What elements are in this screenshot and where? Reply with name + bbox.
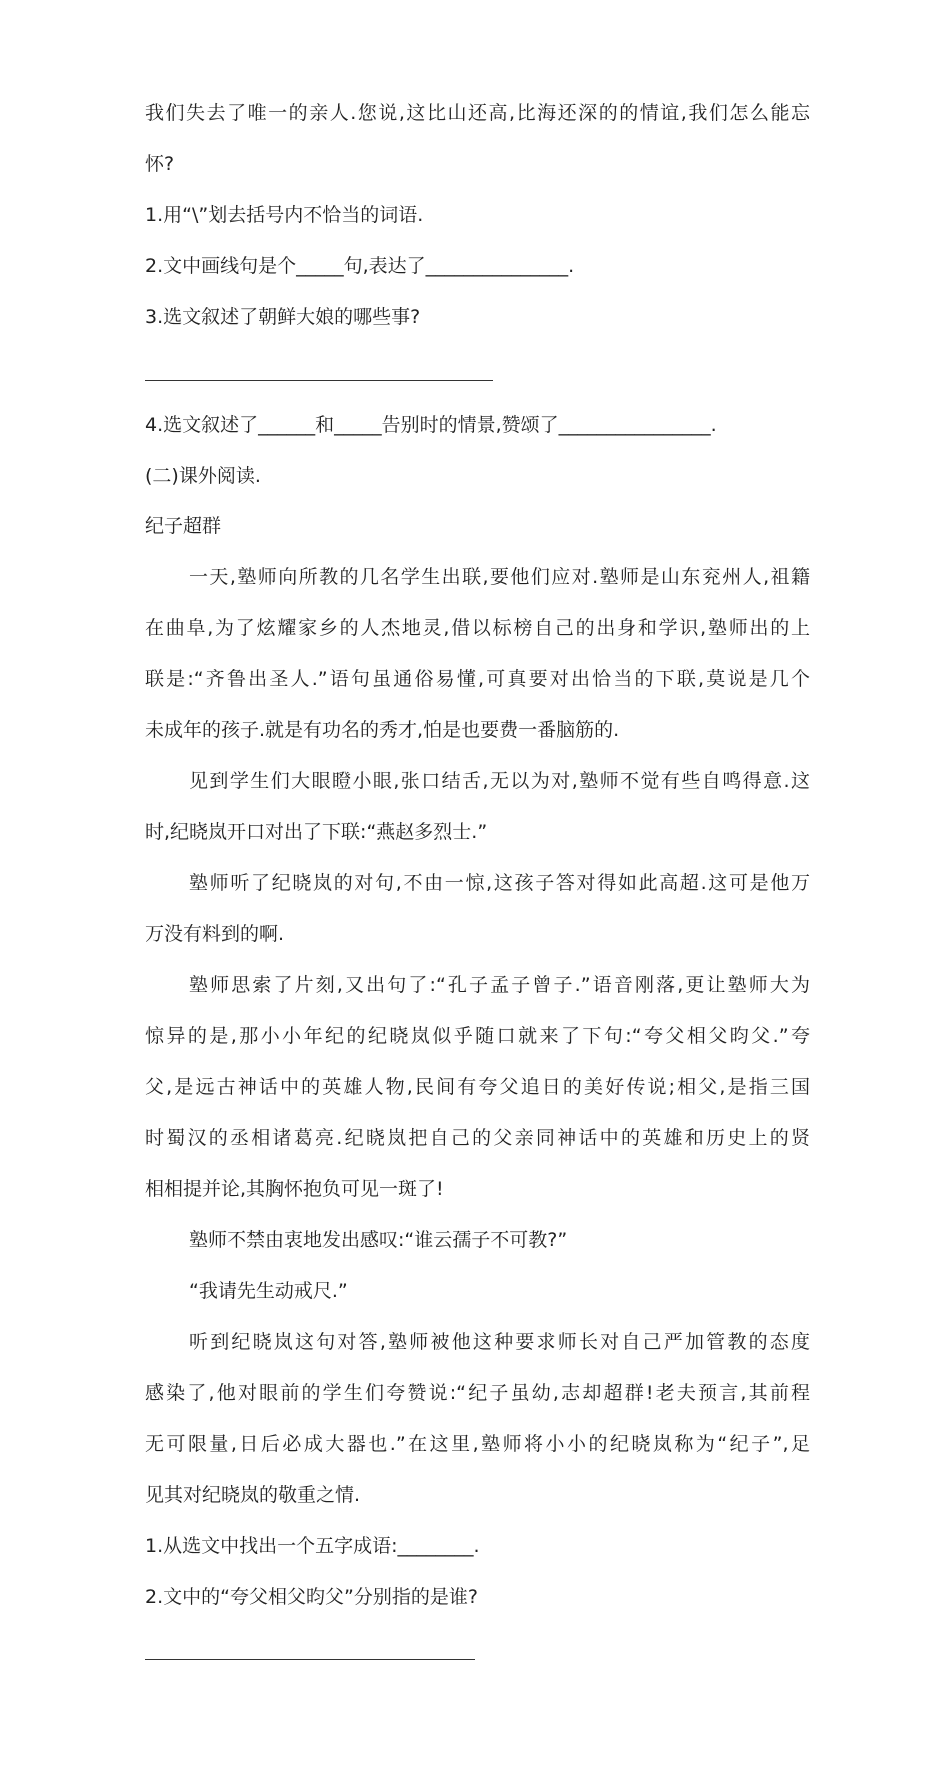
paragraph-line: 万没有料到的啊. — [145, 923, 285, 945]
text-line: 我们失去了唯一的亲人.您说,这比山还高,比海还深的的情谊,我们怎么能忘 — [145, 102, 810, 124]
paragraph-line: 时蜀汉的丞相诸葛亮.纪晓岚把自己的父亲同神话中的英雄和历史上的贤 — [145, 1127, 810, 1149]
paragraph-line: 一天,塾师向所教的几名学生出联,要他们应对.塾师是山东兖州人,祖籍 — [189, 566, 810, 588]
question-1: 1.用“\”划去括号内不恰当的词语. — [145, 204, 424, 226]
paragraph-line: 塾师思索了片刻,又出句了:“孔子孟子曾子.”语音刚落,更让塾师大为 — [189, 974, 810, 996]
paragraph-line: 见到学生们大眼瞪小眼,张口结舌,无以为对,塾师不觉有些自鸣得意.这 — [189, 770, 810, 792]
paragraph-line: 未成年的孩子.就是有功名的秀才,怕是也要费一番脑筋的. — [145, 719, 620, 741]
question-2: 2.文中画线句是个_____句,表达了_______________. — [145, 255, 575, 277]
paragraph-line: 惊异的是,那小小年纪的纪晓岚似乎随口就来了下句:“夸父相父昀父.”夸 — [145, 1025, 810, 1047]
answer-line — [145, 380, 493, 381]
section-heading: (二)课外阅读. — [145, 465, 261, 487]
question-5: 1.从选文中找出一个五字成语:________. — [145, 1535, 480, 1557]
paragraph-line: 感染了,他对眼前的学生们夸赞说:“纪子虽幼,志却超群!老夫预言,其前程 — [145, 1382, 810, 1404]
paragraph-line: 在曲阜,为了炫耀家乡的人杰地灵,借以标榜自己的出身和学识,塾师出的上 — [145, 617, 810, 639]
question-6: 2.文中的“夸父相父昀父”分别指的是谁? — [145, 1586, 478, 1608]
question-4: 4.选文叙述了______和_____告别时的情景,赞颂了________________. — [145, 414, 717, 436]
paragraph-line: 相相提并论,其胸怀抱负可见一斑了! — [145, 1178, 444, 1200]
text-line: 怀? — [145, 153, 175, 175]
paragraph-line: 父,是远古神话中的英雄人物,民间有夸父追日的美好传说;相父,是指三国 — [145, 1076, 810, 1098]
question-3: 3.选文叙述了朝鲜大娘的哪些事? — [145, 306, 421, 328]
paragraph-line: 联是:“齐鲁出圣人.”语句虽通俗易懂,可真要对出恰当的下联,莫说是几个 — [145, 668, 810, 690]
paragraph-line: 见其对纪晓岚的敬重之情. — [145, 1484, 361, 1506]
paragraph-line: 塾师听了纪晓岚的对句,不由一惊,这孩子答对得如此高超.这可是他万 — [189, 872, 810, 894]
paragraph-line: 塾师不禁由衷地发出感叹:“谁云孺子不可教?” — [189, 1229, 568, 1251]
paragraph-line: “我请先生动戒尺.” — [189, 1280, 348, 1302]
answer-line — [145, 1659, 475, 1660]
paragraph-line: 无可限量,日后必成大器也.”在这里,塾师将小小的纪晓岚称为“纪子”,足 — [145, 1433, 810, 1455]
article-title: 纪子超群 — [145, 515, 222, 537]
paragraph-line: 时,纪晓岚开口对出了下联:“燕赵多烈士.” — [145, 821, 488, 843]
paragraph-line: 听到纪晓岚这句对答,塾师被他这种要求师长对自己严加管教的态度 — [189, 1331, 810, 1353]
